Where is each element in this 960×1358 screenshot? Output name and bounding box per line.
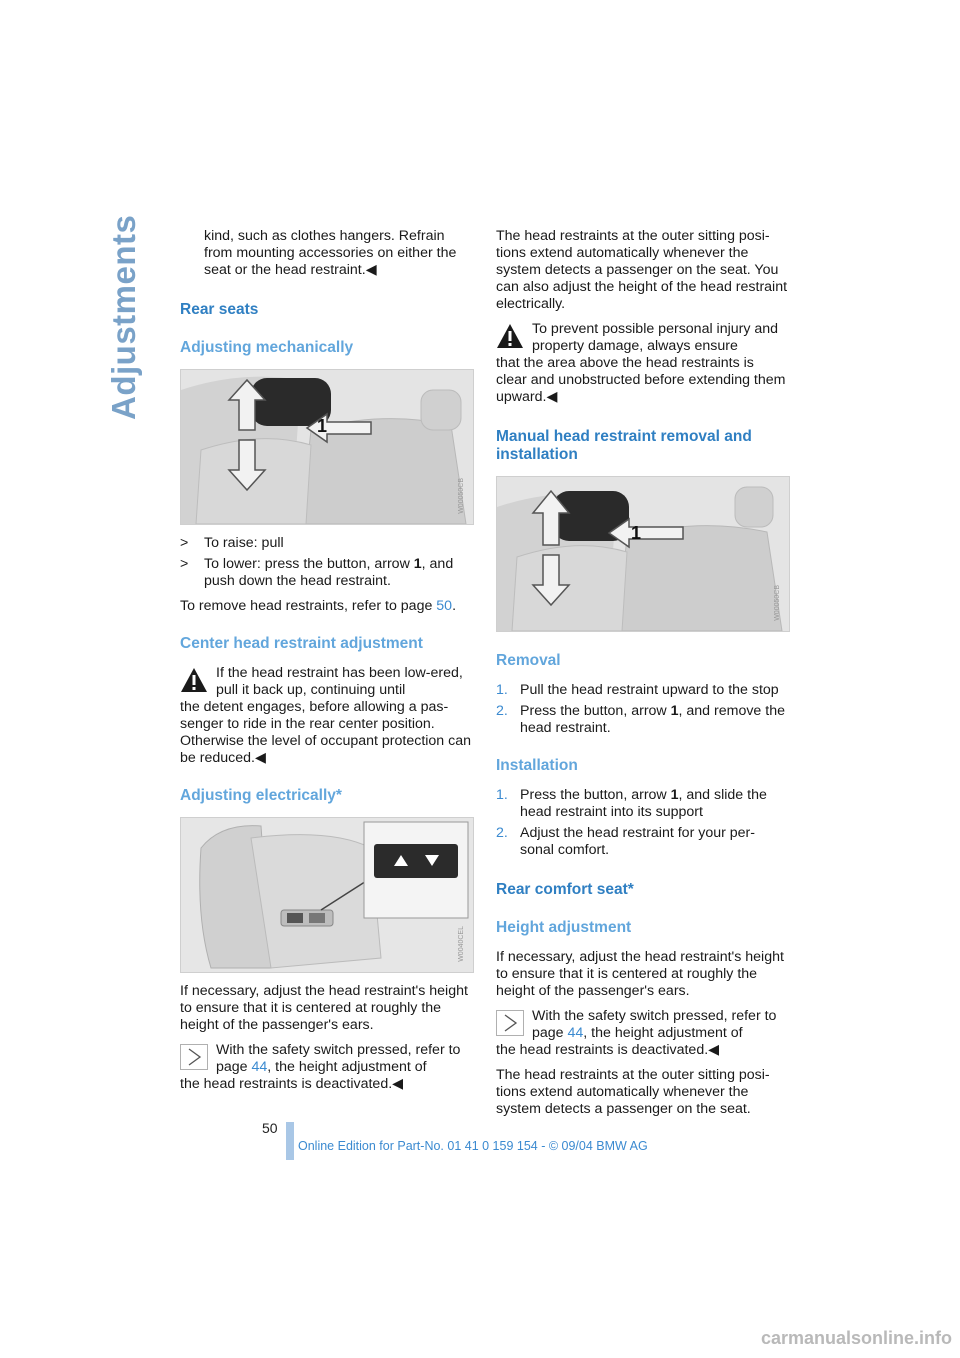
warning-note-extend: To prevent possible personal injury and property damage, always ensure that the area above the head restraints is clear and unobstructed before extending them upward.◀	[496, 321, 786, 405]
safety-note-right: With the safety switch pressed, refer to page 44, the height adjustment of the head restraints is deactivated.◀	[496, 1008, 777, 1058]
heading-installation: Installation	[496, 757, 578, 774]
heading-height-adjustment: Height adjustment	[496, 919, 632, 936]
list-item: > To raise: pull	[180, 535, 284, 551]
mechanical-steps	[180, 535, 472, 590]
outer-restraints-paragraph: The head restraints at the outer sitting posi-tions extend automatically whenever the system detects a passenger on the seat. You can also adjust the height of the head restraint electrically.	[496, 228, 788, 312]
height-paragraph: If necessary, adjust the head restraint's height to ensure that it is centered at roughly the height of the passenger's ears.	[496, 949, 784, 999]
note-arrow-icon	[496, 1010, 524, 1036]
final-paragraph: The head restraints at the outer sitting posi-tions extend automatically whenever the system detects a passenger on the seat.	[496, 1067, 770, 1117]
warning-note-center: If the head restraint has been low-ered, pull it back up, continuing until the detent engages, before allowing a pas-senger to ride in the rear center position. Otherwise the level of occupant protection can be reduced.◀	[180, 665, 472, 766]
figure-head-restraint-removal	[496, 476, 790, 632]
installation-steps	[496, 787, 788, 859]
figure-head-restraint-mechanical	[180, 369, 474, 525]
head-restraint-illustration	[181, 370, 473, 524]
callout-label: 1	[631, 523, 642, 543]
list-item: 2. Press the button, arrow 1, and remove the head restraint.	[496, 703, 785, 736]
list-item: 1. Pull the head restraint upward to the stop	[496, 682, 779, 698]
remove-reference: To remove head restraints, refer to page 50.	[180, 598, 457, 614]
callout-label: 1	[317, 416, 328, 436]
heading-rear-comfort-seat: Rear comfort seat*	[496, 881, 634, 898]
list-item: 2. Adjust the head restraint for your per-sonal comfort.	[496, 825, 756, 858]
heading-rear-seats: Rear seats	[180, 301, 259, 318]
warning-triangle-icon	[496, 323, 524, 349]
watermark: carmanualsonline.info	[760, 1328, 952, 1348]
electric-paragraph: If necessary, adjust the head restraint's height to ensure that it is centered at roughly the height of the passenger's ears.	[180, 983, 468, 1033]
heading-manual-removal: Manual head restraint removal and installation	[496, 428, 752, 463]
head-restraint-removal-illustration	[497, 477, 789, 631]
figure-code: W00050CB	[774, 585, 781, 621]
safety-note-left: With the safety switch pressed, refer to page 44, the height adjustment of the head restraints is deactivated.◀	[180, 1042, 461, 1092]
footer-bar	[286, 1122, 294, 1160]
page-link[interactable]: 44	[251, 1059, 268, 1075]
heading-adjusting-electrically: Adjusting electrically*	[180, 787, 342, 804]
removal-steps	[496, 682, 788, 737]
heading-center-head-restraint: Center head restraint adjustment	[180, 635, 423, 652]
left-column	[180, 228, 472, 1101]
list-item: 1. Press the button, arrow 1, and slide the head restraint into its support	[496, 787, 767, 820]
figure-code: W0040CEL	[458, 926, 465, 962]
electric-switch-illustration	[181, 818, 473, 972]
figure-code: W00050CB	[458, 478, 465, 514]
list-item: > To lower: press the button, arrow 1, and push down the head restraint.	[180, 556, 454, 589]
warning-triangle-icon	[180, 667, 208, 693]
figure-electric-switch	[180, 817, 474, 973]
page-number: 50	[262, 1120, 278, 1136]
page-link[interactable]: 50	[436, 598, 453, 614]
heading-removal: Removal	[496, 652, 561, 669]
continued-paragraph: kind, such as clothes hangers. Refrain from mounting accessories on either the seat or the head restraint.◀	[204, 228, 457, 278]
page-link[interactable]: 44	[567, 1025, 584, 1041]
note-arrow-icon	[180, 1044, 208, 1070]
side-section-title: Adjustments	[105, 214, 142, 420]
right-column	[496, 228, 788, 1126]
end-mark: ◀	[365, 262, 377, 278]
edition-footer: Online Edition for Part-No. 01 41 0 159 154 - © 09/04 BMW AG	[298, 1139, 648, 1153]
heading-adjusting-mechanically: Adjusting mechanically	[180, 339, 354, 356]
